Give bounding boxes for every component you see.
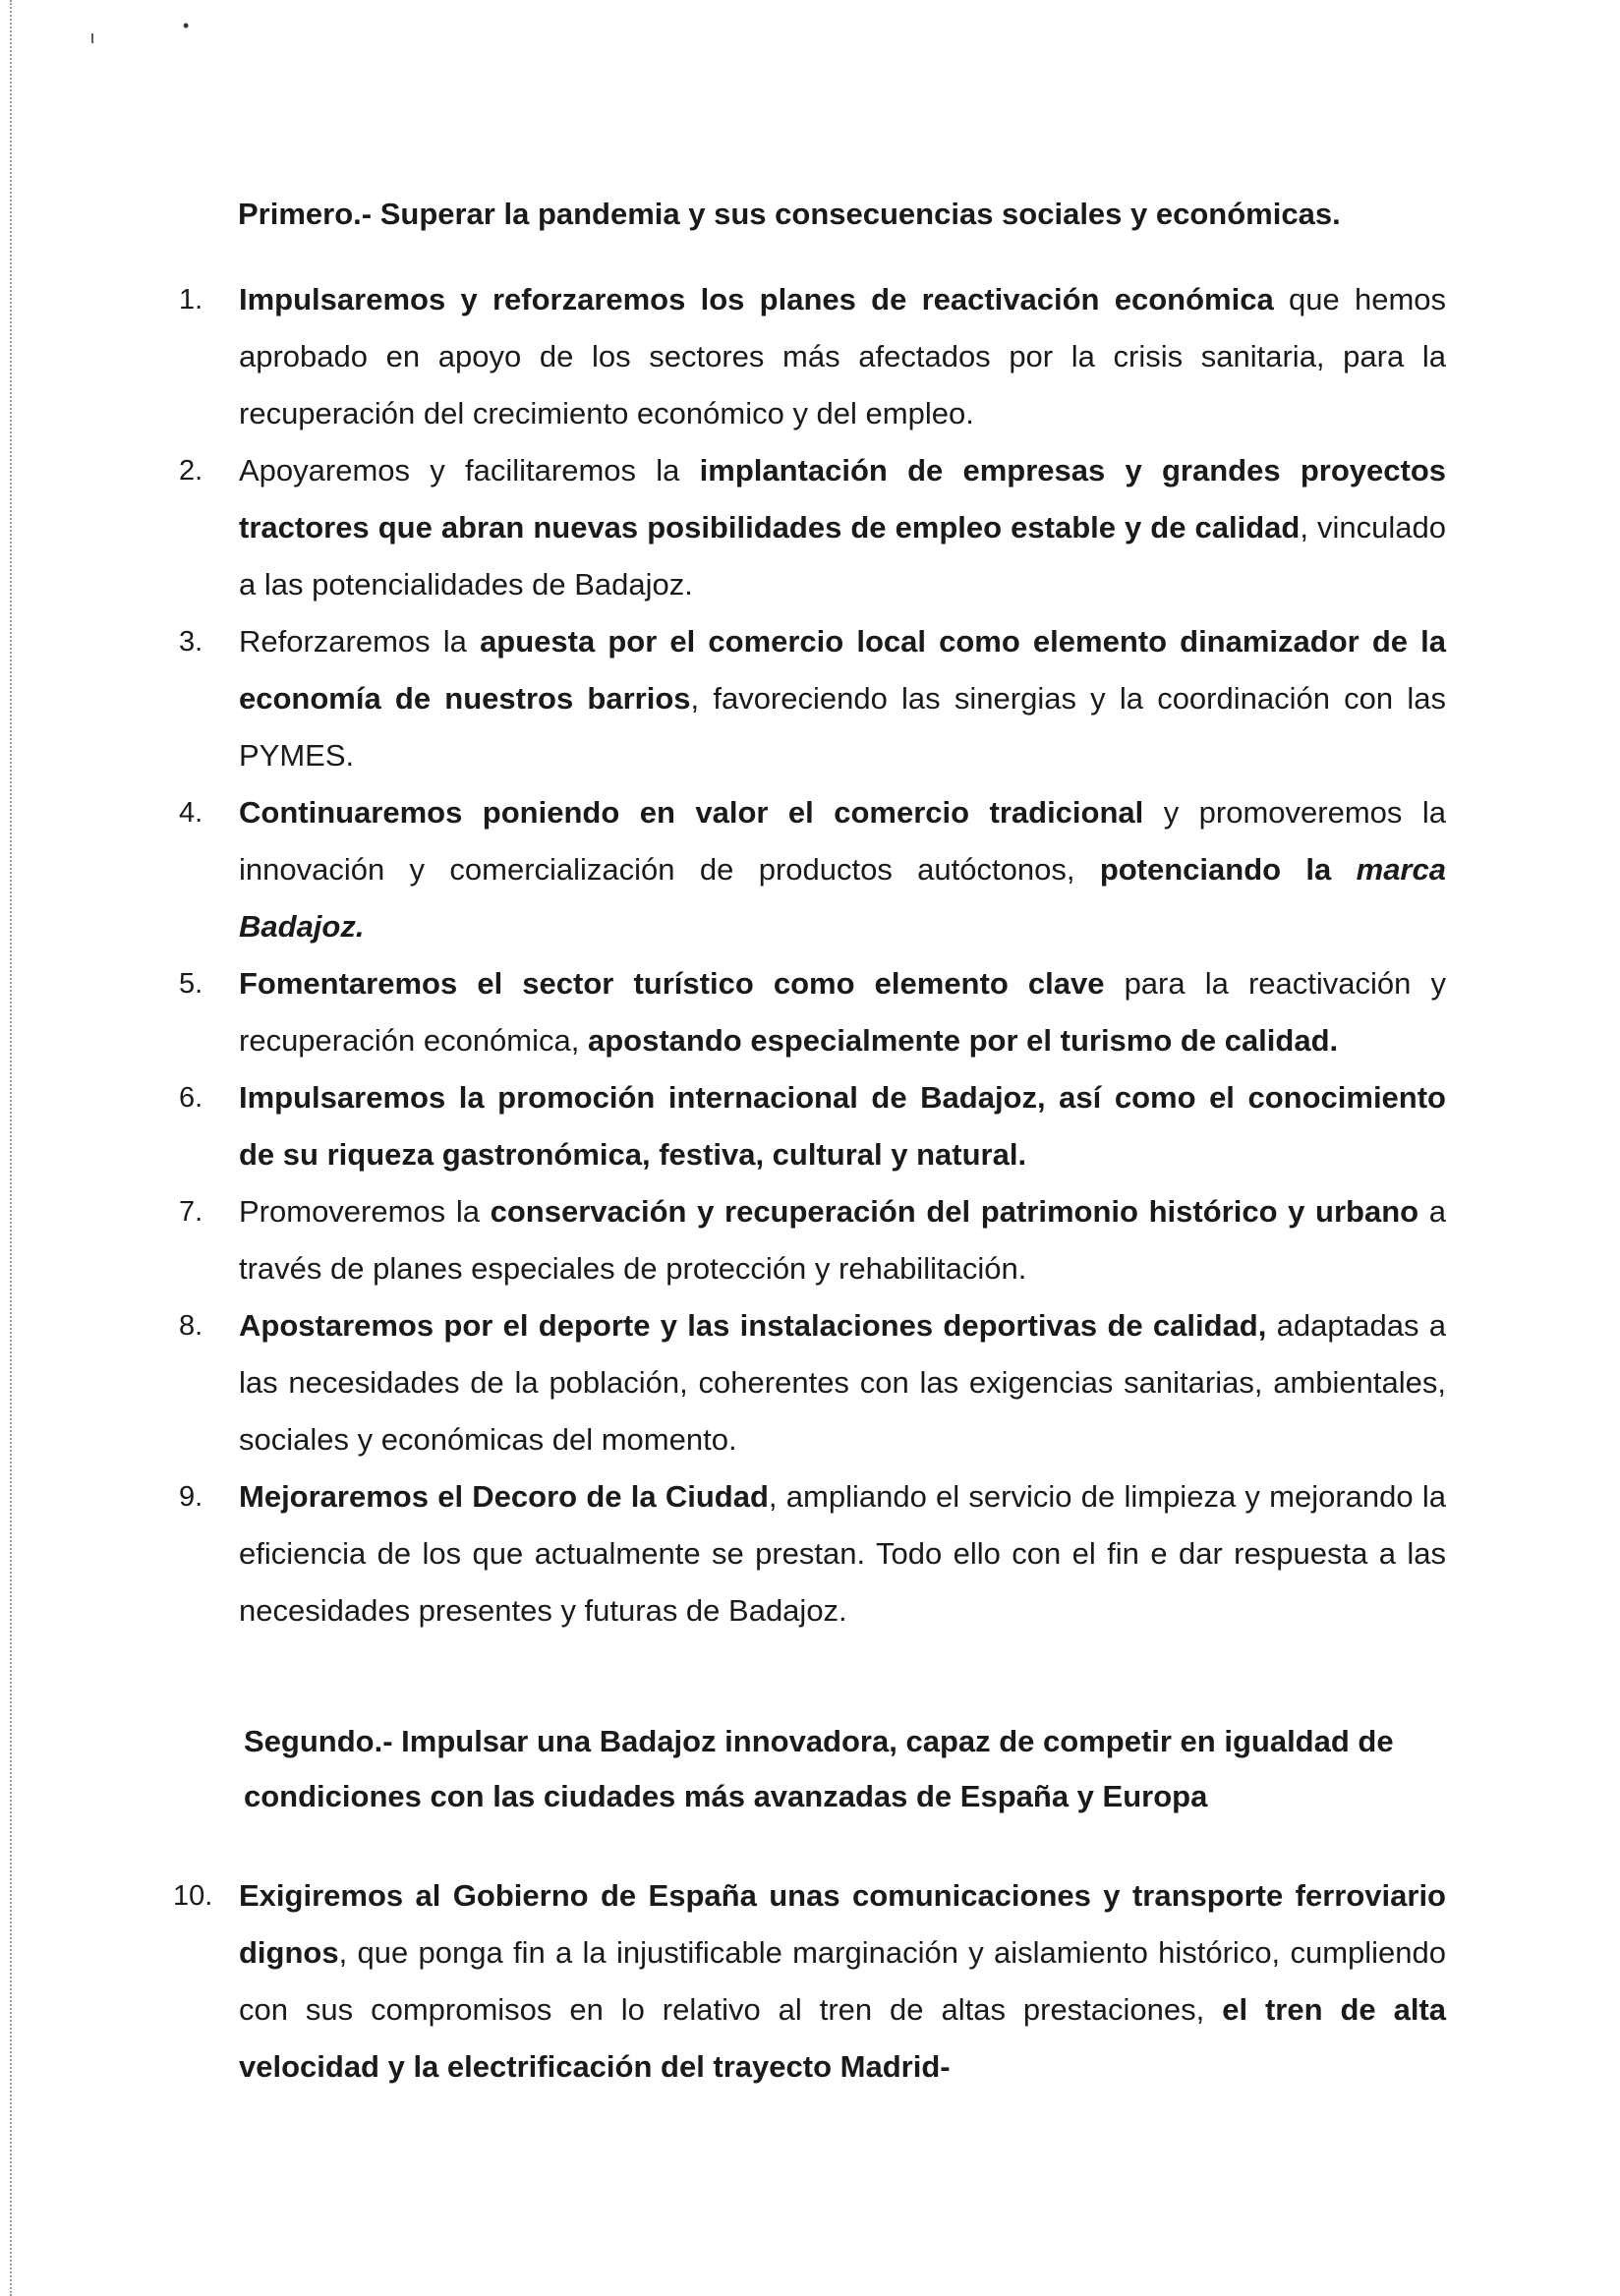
item-text-run: Reforzaremos la bbox=[239, 624, 481, 659]
item-text bbox=[239, 1867, 1446, 2095]
item-number: 3. bbox=[179, 626, 203, 658]
item-text bbox=[239, 1297, 1446, 1468]
item-number: 4. bbox=[179, 797, 203, 829]
item-text-run: marca Badajoz. bbox=[239, 852, 1446, 944]
item-text-run: para la reactivación y recuperación económica, bbox=[239, 966, 1446, 1058]
item-text-run: , vinculado a las potencialidades de Badajoz. bbox=[239, 510, 1446, 602]
item-number: 9. bbox=[179, 1481, 203, 1513]
item-text-run: Impulsaremos y reforzaremos los planes de reactivación económica bbox=[239, 282, 1274, 316]
item-text bbox=[239, 442, 1446, 613]
item-text-run: implantación de empresas y grandes proyectos tractores que abran nuevas posibilidades de empleo estable y de calidad bbox=[239, 453, 1446, 545]
item-text bbox=[239, 955, 1446, 1069]
item-text-run: el tren de alta velocidad y la electrificación del trayecto Madrid- bbox=[239, 1992, 1447, 2084]
item-text-run: adaptadas a las necesidades de la población, coherentes con las exigencias sanitarias, ambientales, sociales y económicas del momento. bbox=[239, 1308, 1446, 1457]
item-text-run: Apoyaremos y facilitaremos la bbox=[239, 453, 700, 488]
item-text-run: Apostaremos por el deporte y las instalaciones deportivas de calidad, bbox=[239, 1308, 1267, 1343]
item-number: 8. bbox=[179, 1310, 203, 1342]
item-text bbox=[239, 1069, 1446, 1183]
item-text-run: y promoveremos la innovación y comercialización de productos autóctonos, bbox=[239, 795, 1446, 887]
item-text-run: Fomentaremos el sector turístico como elemento clave bbox=[239, 966, 1105, 1001]
item-number: 2. bbox=[179, 455, 203, 487]
item-text-run: apostando especialmente por el turismo de calidad. bbox=[587, 1023, 1339, 1058]
scan-mark: • bbox=[183, 16, 190, 35]
item-number: 6. bbox=[179, 1082, 203, 1114]
item-number: 5. bbox=[179, 968, 203, 1000]
item-text-run: Promoveremos la bbox=[239, 1194, 491, 1229]
item-text bbox=[239, 1468, 1446, 1639]
item-text-run: a través de planes especiales de protección y rehabilitación. bbox=[239, 1194, 1447, 1286]
item-text-run: potenciando la bbox=[1099, 852, 1357, 887]
scan-mark: ι bbox=[90, 28, 94, 47]
section-2-heading: Segundo.- Impulsar una Badajoz innovadora, capaz de competir en igualdad de condiciones con las ciudades más avanzadas de España y Europa bbox=[244, 1724, 1394, 1813]
section-1-heading: Primero.- Superar la pandemia y sus consecuencias sociales y económicas. bbox=[238, 197, 1341, 231]
item-text-run: Impulsaremos la promoción internacional de Badajoz, así como el conocimiento de su riqueza gastronómica, festiva, cultural y natural. bbox=[239, 1080, 1446, 1172]
item-text-run: que hemos aprobado en apoyo de los sectores más afectados por la crisis sanitaria, para la recuperación del crecimiento económico y del empleo. bbox=[239, 282, 1447, 430]
item-number: 1. bbox=[179, 284, 203, 316]
item-text-run: Exigiremos al Gobierno de España unas comunicaciones y transporte ferroviario dignos bbox=[239, 1878, 1446, 1970]
item-text-run: , que ponga fin a la injustificable marginación y aislamiento histórico, cumpliendo con sus compromisos en lo relativo al tren de altas prestaciones, bbox=[239, 1935, 1446, 2027]
item-text bbox=[239, 1183, 1446, 1297]
item-text-run: , ampliando el servicio de limpieza y mejorando la eficiencia de los que actualmente se prestan. Todo ello con el fin e dar respuesta a las necesidades presentes y futuras de Badajoz. bbox=[239, 1479, 1447, 1628]
item-text bbox=[239, 271, 1446, 442]
item-text-run: Continuaremos poniendo en valor el comercio tradicional bbox=[239, 795, 1144, 830]
item-text bbox=[239, 613, 1446, 784]
item-text-run: Mejoraremos el Decoro de la Ciudad bbox=[239, 1479, 769, 1514]
item-text-run: , favoreciendo las sinergias y la coordinación con las PYMES. bbox=[239, 681, 1446, 773]
item-text-run: conservación y recuperación del patrimonio histórico y urbano bbox=[490, 1194, 1419, 1229]
item-number: 10. bbox=[173, 1880, 213, 1912]
item-text bbox=[239, 784, 1446, 955]
item-number: 7. bbox=[179, 1196, 203, 1228]
scan-left-edge bbox=[10, 0, 12, 2296]
item-text-run: apuesta por el comercio local como elemento dinamizador de la economía de nuestros barrios bbox=[239, 624, 1446, 716]
